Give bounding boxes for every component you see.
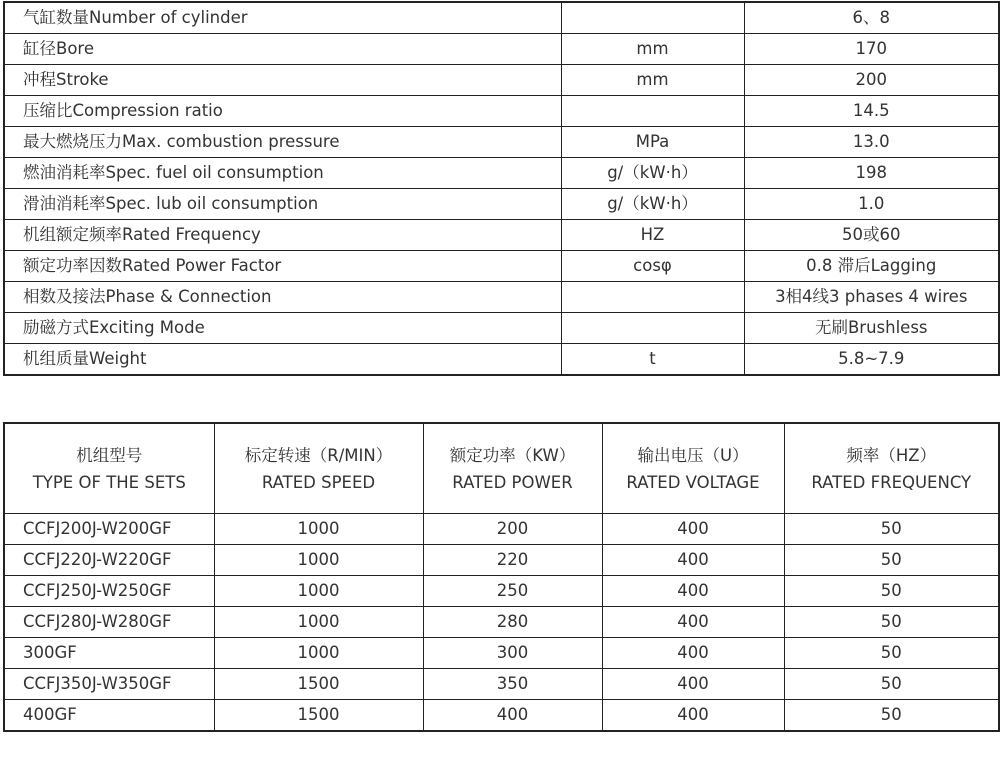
spec-unit-cell: cosφ [561, 251, 744, 282]
rated-power-cell: 250 [423, 576, 602, 607]
model-row [4, 545, 999, 576]
spec-unit-cell: t [561, 344, 744, 376]
spec-param-cell: 机组质量Weight [4, 344, 561, 376]
spec-value-cell: 5.8~7.9 [744, 344, 999, 376]
spec-unit-cell [561, 96, 744, 127]
spec-row [4, 251, 999, 282]
spec-param-cell: 机组额定频率Rated Frequency [4, 220, 561, 251]
rated-voltage-cell: 400 [602, 669, 784, 700]
spec-table-body [4, 2, 999, 375]
spec-value-cell: 50或60 [744, 220, 999, 251]
model-row [4, 607, 999, 638]
spec-row [4, 282, 999, 313]
spec-value-cell: 0.8 滞后Lagging [744, 251, 999, 282]
header-frequency-en: RATED FREQUENCY [811, 472, 972, 492]
rated-power-cell: 200 [423, 514, 602, 545]
spec-value-cell: 200 [744, 65, 999, 96]
spec-param-cell: 压缩比Compression ratio [4, 96, 561, 127]
spec-value-cell: 170 [744, 34, 999, 65]
model-table [3, 422, 1000, 732]
rated-power-cell: 400 [423, 700, 602, 732]
rated-frequency-cell: 50 [784, 576, 999, 607]
rated-voltage-cell: 400 [602, 545, 784, 576]
rated-power-cell: 350 [423, 669, 602, 700]
model-row [4, 638, 999, 669]
spec-unit-cell: MPa [561, 127, 744, 158]
header-frequency [784, 423, 999, 514]
spec-row [4, 127, 999, 158]
spec-param-cell: 最大燃烧压力Max. combustion pressure [4, 127, 561, 158]
rated-frequency-cell: 50 [784, 700, 999, 732]
model-name-cell: CCFJ250J-W250GF [4, 576, 214, 607]
spec-row [4, 189, 999, 220]
rated-voltage-cell: 400 [602, 607, 784, 638]
rated-frequency-cell: 50 [784, 545, 999, 576]
model-name-cell: 300GF [4, 638, 214, 669]
model-name-cell: CCFJ280J-W280GF [4, 607, 214, 638]
header-speed [214, 423, 423, 514]
model-row [4, 700, 999, 732]
header-speed-en: RATED SPEED [261, 472, 376, 492]
header-type [4, 423, 214, 514]
rated-speed-cell: 1000 [214, 607, 423, 638]
spec-row [4, 220, 999, 251]
rated-power-cell: 280 [423, 607, 602, 638]
spec-row [4, 65, 999, 96]
header-voltage-en: RATED VOLTAGE [626, 472, 760, 492]
model-row [4, 514, 999, 545]
header-power-cn: 额定功率（KW） [449, 445, 576, 465]
spec-row [4, 34, 999, 65]
spec-unit-cell [561, 313, 744, 344]
header-type-cn: 机组型号 [76, 445, 143, 465]
model-name-cell: CCFJ350J-W350GF [4, 669, 214, 700]
spec-param-cell: 气缸数量Number of cylinder [4, 2, 561, 34]
spec-value-cell: 198 [744, 158, 999, 189]
spec-param-cell: 额定功率因数Rated Power Factor [4, 251, 561, 282]
header-type-en: TYPE OF THE SETS [32, 472, 186, 492]
spec-value-cell: 3相4线3 phases 4 wires [744, 282, 999, 313]
spec-unit-cell: mm [561, 65, 744, 96]
spec-unit-cell [561, 2, 744, 34]
spec-value-cell: 1.0 [744, 189, 999, 220]
header-voltage-cn: 输出电压（U） [637, 445, 749, 465]
rated-voltage-cell: 400 [602, 638, 784, 669]
rated-voltage-cell: 400 [602, 514, 784, 545]
rated-power-cell: 300 [423, 638, 602, 669]
header-speed-cn: 标定转速（R/MIN） [244, 445, 393, 465]
rated-frequency-cell: 50 [784, 514, 999, 545]
spec-value-cell: 无刷Brushless [744, 313, 999, 344]
rated-speed-cell: 1500 [214, 669, 423, 700]
spec-row [4, 96, 999, 127]
spec-param-cell: 励磁方式Exciting Mode [4, 313, 561, 344]
spec-param-cell: 燃油消耗率Spec. fuel oil consumption [4, 158, 561, 189]
spec-row [4, 344, 999, 376]
spec-table [3, 1, 1000, 376]
rated-speed-cell: 1500 [214, 700, 423, 732]
rated-frequency-cell: 50 [784, 638, 999, 669]
spec-param-cell: 缸径Bore [4, 34, 561, 65]
spec-param-cell: 滑油消耗率Spec. lub oil consumption [4, 189, 561, 220]
spec-row [4, 158, 999, 189]
model-name-cell: CCFJ200J-W200GF [4, 514, 214, 545]
spec-row [4, 313, 999, 344]
rated-frequency-cell: 50 [784, 607, 999, 638]
rated-speed-cell: 1000 [214, 514, 423, 545]
spec-unit-cell: mm [561, 34, 744, 65]
rated-voltage-cell: 400 [602, 576, 784, 607]
header-power [423, 423, 602, 514]
model-name-cell: CCFJ220J-W220GF [4, 545, 214, 576]
model-name-cell: 400GF [4, 700, 214, 732]
spec-unit-cell: g/（kW·h） [561, 189, 744, 220]
rated-power-cell: 220 [423, 545, 602, 576]
rated-voltage-cell: 400 [602, 700, 784, 732]
spec-unit-cell [561, 282, 744, 313]
header-voltage [602, 423, 784, 514]
spec-param-cell: 冲程Stroke [4, 65, 561, 96]
header-frequency-cn: 频率（HZ） [846, 445, 937, 465]
header-power-en: RATED POWER [452, 472, 573, 492]
rated-speed-cell: 1000 [214, 576, 423, 607]
spec-row [4, 2, 999, 34]
spec-value-cell: 14.5 [744, 96, 999, 127]
rated-speed-cell: 1000 [214, 638, 423, 669]
spec-value-cell: 6、8 [744, 2, 999, 34]
rated-frequency-cell: 50 [784, 669, 999, 700]
model-row [4, 669, 999, 700]
spec-unit-cell: HZ [561, 220, 744, 251]
spec-unit-cell: g/（kW·h） [561, 158, 744, 189]
rated-speed-cell: 1000 [214, 545, 423, 576]
spec-value-cell: 13.0 [744, 127, 999, 158]
model-table-body [4, 423, 999, 731]
model-row [4, 576, 999, 607]
spec-param-cell: 相数及接法Phase & Connection [4, 282, 561, 313]
model-table-header-row [4, 423, 999, 514]
